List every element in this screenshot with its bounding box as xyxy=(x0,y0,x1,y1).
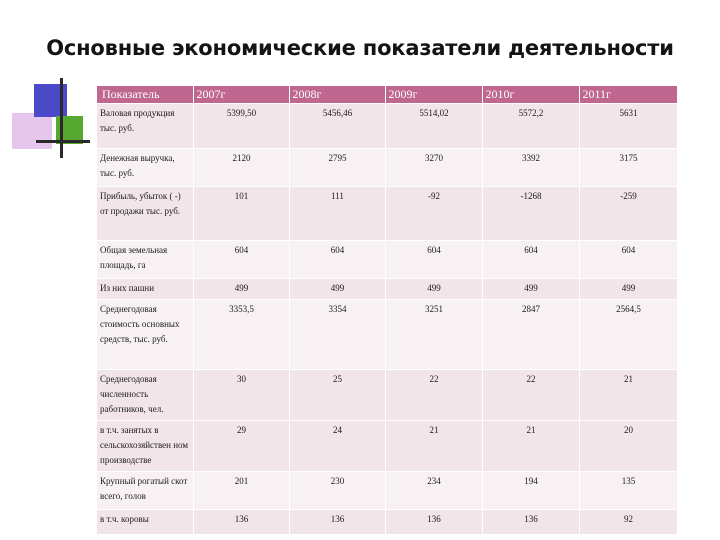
row-label: Валовая продукция тыс. руб. xyxy=(97,104,193,149)
table-cell: 136 xyxy=(289,510,385,534)
table-cell: 5572,2 xyxy=(482,104,579,149)
table-cell: 30 xyxy=(193,370,289,421)
table-cell: 3175 xyxy=(579,149,677,187)
table-row xyxy=(97,300,677,370)
table-cell: 499 xyxy=(579,279,677,300)
row-label: Среднегодовая стоимость основных средств, тыс. руб. xyxy=(97,300,193,370)
table-row xyxy=(97,149,677,187)
table-cell: -1268 xyxy=(482,187,579,241)
column-header: Показатель xyxy=(97,86,193,104)
row-label: Крупный рогатый скот всего, голов xyxy=(97,472,193,510)
table-cell: 111 xyxy=(289,187,385,241)
table-cell: 604 xyxy=(385,241,482,279)
table-cell: 5514,02 xyxy=(385,104,482,149)
table-row xyxy=(97,370,677,421)
table-cell: 22 xyxy=(385,370,482,421)
table-cell: 29 xyxy=(193,421,289,472)
table-cell: 92 xyxy=(579,510,677,534)
table-row xyxy=(97,279,677,300)
decor-horizontal-line xyxy=(36,140,90,143)
indicators-table xyxy=(97,86,678,534)
table-cell: 21 xyxy=(482,421,579,472)
table-cell: 499 xyxy=(193,279,289,300)
table-row xyxy=(97,187,677,241)
table-cell: -259 xyxy=(579,187,677,241)
table-cell: 5456,46 xyxy=(289,104,385,149)
row-label: в т.ч. занятых в сельскохозяйствен ном производстве xyxy=(97,421,193,472)
row-label: Денежная выручка, тыс. руб. xyxy=(97,149,193,187)
table-cell: 230 xyxy=(289,472,385,510)
table-row xyxy=(97,472,677,510)
table-cell: 101 xyxy=(193,187,289,241)
table-cell: 3354 xyxy=(289,300,385,370)
table-cell: 22 xyxy=(482,370,579,421)
table-cell: 3353,5 xyxy=(193,300,289,370)
table-cell: 3270 xyxy=(385,149,482,187)
row-label: Среднегодовая численность работников, чел. xyxy=(97,370,193,421)
row-label: в т.ч. коровы xyxy=(97,510,193,534)
table-cell: 499 xyxy=(482,279,579,300)
column-header: 2011г xyxy=(579,86,677,104)
table-cell: 499 xyxy=(385,279,482,300)
table-row xyxy=(97,510,677,534)
table-cell: 5631 xyxy=(579,104,677,149)
table-cell: 135 xyxy=(579,472,677,510)
decor-vertical-line xyxy=(60,78,63,158)
table-cell: 20 xyxy=(579,421,677,472)
table-cell: 2564,5 xyxy=(579,300,677,370)
table-cell: 3392 xyxy=(482,149,579,187)
table-cell: 201 xyxy=(193,472,289,510)
table-cell: 499 xyxy=(289,279,385,300)
table-row xyxy=(97,104,677,149)
row-label: Из них пашни xyxy=(97,279,193,300)
table-cell: 2120 xyxy=(193,149,289,187)
column-header: 2007г xyxy=(193,86,289,104)
table-cell: 136 xyxy=(193,510,289,534)
row-label: Общая земельная площадь, га xyxy=(97,241,193,279)
table-cell: 2847 xyxy=(482,300,579,370)
row-label: Прибыль, убыток ( -) от продажи тыс. руб. xyxy=(97,187,193,241)
page-title: Основные экономические показатели деятельности xyxy=(46,36,674,60)
table-cell: 136 xyxy=(482,510,579,534)
table-cell: 21 xyxy=(579,370,677,421)
table-cell: 25 xyxy=(289,370,385,421)
table-header-row xyxy=(97,86,677,104)
column-header: 2009г xyxy=(385,86,482,104)
table-cell: 604 xyxy=(482,241,579,279)
decor-pink-square xyxy=(12,113,52,149)
table-cell: 5399,50 xyxy=(193,104,289,149)
table-cell: 234 xyxy=(385,472,482,510)
table-cell: 3251 xyxy=(385,300,482,370)
column-header: 2010г xyxy=(482,86,579,104)
table-cell: 604 xyxy=(289,241,385,279)
table-cell: 136 xyxy=(385,510,482,534)
table-cell: 604 xyxy=(193,241,289,279)
table-cell: -92 xyxy=(385,187,482,241)
table-cell: 2795 xyxy=(289,149,385,187)
table-cell: 21 xyxy=(385,421,482,472)
table-cell: 194 xyxy=(482,472,579,510)
table-cell: 604 xyxy=(579,241,677,279)
column-header: 2008г xyxy=(289,86,385,104)
table-row xyxy=(97,421,677,472)
table-cell: 24 xyxy=(289,421,385,472)
table-row xyxy=(97,241,677,279)
